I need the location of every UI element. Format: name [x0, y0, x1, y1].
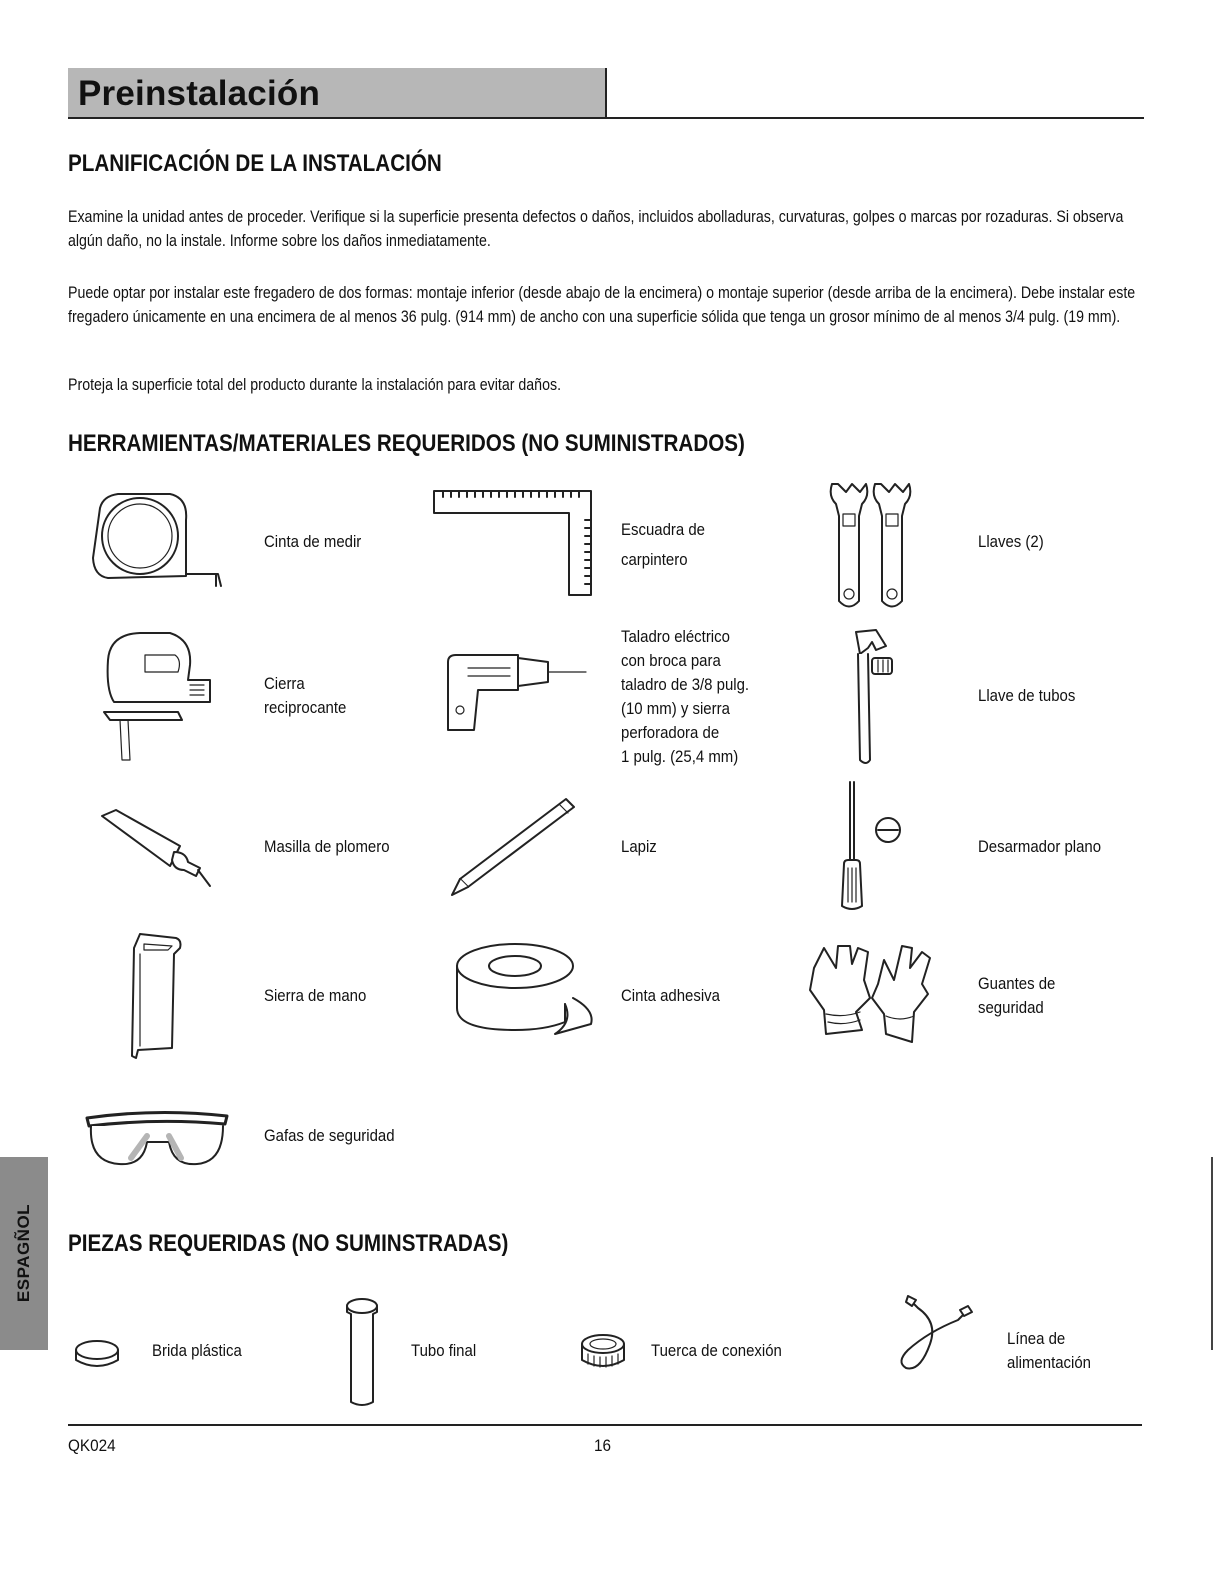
- supply-line-icon: [898, 1292, 973, 1380]
- planning-paragraph-2: Puede optar por instalar este fregadero de dos formas: montaje inferior (desde abajo de la encimera) o montaje superior (desde arriba de la encimera). Debe instalar este fregadero únicamente en una encimera de al menos 36 pulg. (914 mm) de ancho con una superficie sólida que tenga un grosor mínimo de al menos 3/4 pulg. (19 mm).: [68, 284, 1136, 326]
- safety-gloves-icon: [806, 938, 936, 1050]
- safety-glasses-icon: [85, 1108, 230, 1168]
- tool-label-glasses: Gafas de seguridad: [264, 1126, 395, 1145]
- hacksaw-icon: [128, 928, 188, 1060]
- tools-heading: HERRAMIENTAS/MATERIALES REQUERIDOS (NO SUMINISTRADOS): [68, 430, 745, 457]
- tool-label-tape-measure: Cinta de medir: [264, 532, 362, 551]
- part-label-tube: Tubo final: [411, 1341, 477, 1360]
- language-side-tab-label: ESPAGÑOL: [14, 1203, 33, 1303]
- planning-paragraph-1: Examine la unidad antes de proceder. Verifique si la superficie presenta defectos o daños, incluidos abolladuras, curvaturas, golpes o marcas por rozaduras. Si observa algún daño, no la instale. Informe sobre los daños inmediatamente.: [68, 208, 1124, 250]
- tool-label-wrenches: Llaves (2): [978, 532, 1044, 551]
- part-label-flange: Brida plástica: [152, 1341, 242, 1360]
- planning-heading: PLANIFICACIÓN DE LA INSTALACIÓN: [68, 150, 442, 177]
- jigsaw-icon: [100, 630, 215, 762]
- coupling-nut-icon: [579, 1332, 627, 1372]
- pencil-icon: [448, 797, 578, 897]
- flat-screwdriver-icon: [836, 780, 906, 915]
- page-number: 16: [594, 1436, 612, 1455]
- tool-label-screwdriver: Desarmador plano: [978, 837, 1102, 856]
- footer-rule: [68, 1424, 1142, 1426]
- part-label-nut: Tuerca de conexión: [651, 1341, 782, 1360]
- planning-paragraph-3: Proteja la superficie total del producto durante la instalación para evitar daños.: [68, 376, 562, 394]
- page-title: Preinstalación: [78, 74, 321, 113]
- adjustable-wrenches-icon: [822, 476, 917, 611]
- tool-label-tape: Cinta adhesiva: [621, 986, 720, 1005]
- tool-label-carpenter-square: Escuadra de carpintero: [621, 520, 705, 569]
- header-rule: [68, 117, 1144, 119]
- model-number: QK024: [68, 1436, 116, 1455]
- tool-label-jigsaw: Cierra reciprocante: [264, 674, 347, 717]
- tool-label-drill: Taladro eléctrico con broca para taladro de 3/8 pulg. (10 mm) y sierra perforadora de 1 pulg. (25,4 mm): [621, 627, 750, 766]
- tool-label-putty: Masilla de plomero: [264, 837, 390, 856]
- parts-heading: PIEZAS REQUERIDAS (NO SUMINSTRADAS): [68, 1230, 509, 1257]
- tool-label-pencil: Lapiz: [621, 837, 657, 856]
- adhesive-tape-icon: [455, 942, 595, 1042]
- carpenter-square-icon: [433, 490, 593, 597]
- putty-tube-icon: [100, 808, 215, 888]
- tool-label-pipe-wrench: Llave de tubos: [978, 686, 1076, 705]
- part-label-supply-line: Línea de alimentación: [1007, 1329, 1091, 1372]
- plastic-flange-icon: [73, 1338, 121, 1372]
- tool-label-gloves: Guantes de seguridad: [978, 974, 1056, 1017]
- tailpiece-tube-icon: [343, 1296, 381, 1408]
- tape-measure-icon: [88, 488, 228, 593]
- pipe-wrench-icon: [846, 628, 896, 765]
- tool-label-hacksaw: Sierra de mano: [264, 986, 367, 1005]
- electric-drill-icon: [438, 650, 588, 735]
- page-edge-mark: [1211, 1157, 1213, 1350]
